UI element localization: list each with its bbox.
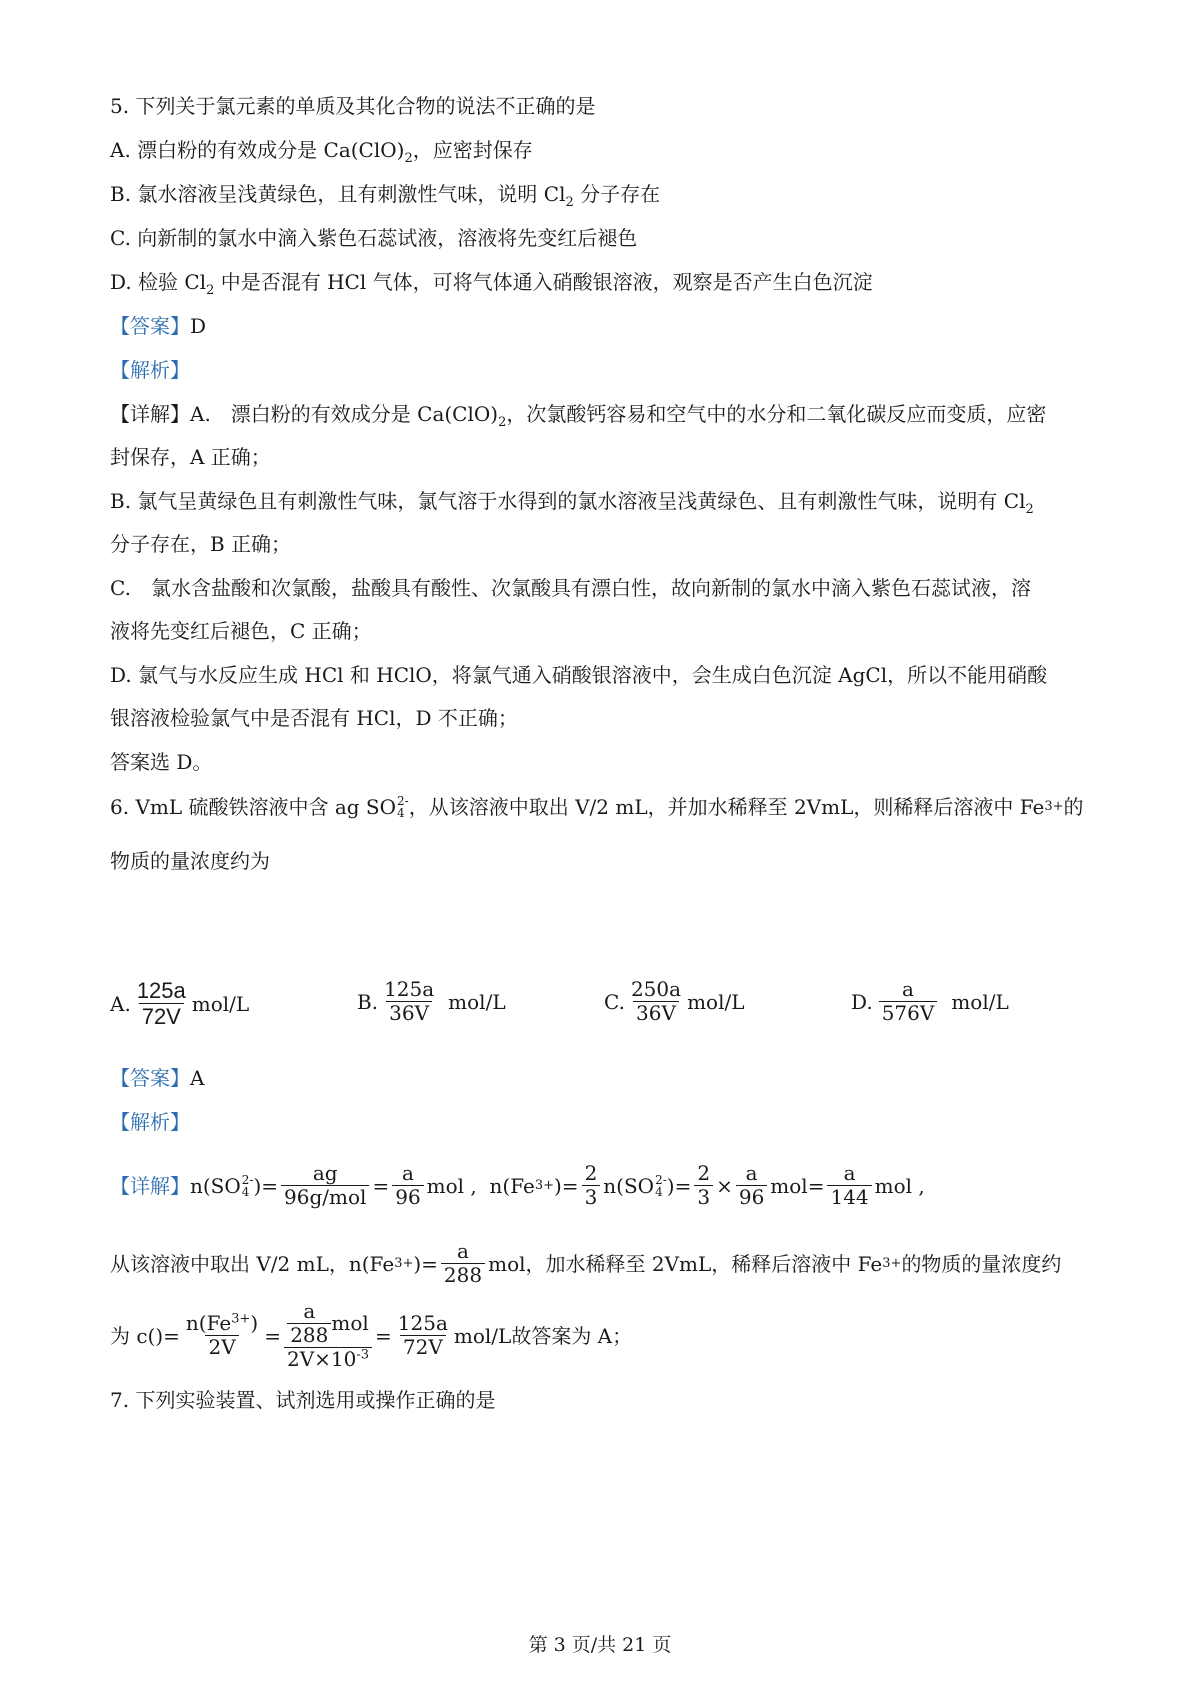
q6-option-c: C. $\frac{250a}{36V}$ mol/L xyxy=(604,977,745,1025)
q7-stem: 7. 下列实验装置、试剂选用或操作正确的是 xyxy=(110,1388,496,1412)
q5-detail-line-2: 封保存，A 正确； xyxy=(110,445,271,469)
q5-detail-line-6: 液将先变红后褪色，C 正确； xyxy=(110,619,372,643)
q6-detail-equation-1: 【详解】 n(SO 2- 4 )= $\frac{ag}{\text{96g/mol}}$ = $\frac{a}{96}$ mol , n(Fe 3+ )= $\frac{2}{3}$ n(SO 2- 4 )= $\frac{2}{3}$ × $\frac{a}{96}$ mol= $\frac{a}{144}$ mol , xyxy=(110,1161,925,1209)
q5-answer: 【答案】D xyxy=(110,314,207,338)
q5-detail-line-8: 银溶液检验氯气中是否混有 HCl，D 不正确； xyxy=(110,706,518,730)
q5-detail-line-4: 分子存在，B 正确； xyxy=(110,532,292,556)
q6-stem-line-2: 物质的量浓度约为 xyxy=(110,849,270,873)
q6-option-a: A. $\frac{125a}{72V}$ mol/L xyxy=(110,978,250,1030)
q5-detail-line-3: B. 氯气呈黄绿色且有刺激性气味，氯气溶于水得到的氯水溶液呈浅黄绿色、且有刺激性气味，说明有 $Cl_2$ xyxy=(110,489,1034,517)
q5-analysis-tag: 【解析】 xyxy=(110,358,190,382)
q5-detail-line-5: C. 氯水含盐酸和次氯酸，盐酸具有酸性、次氯酸具有漂白性，故向新制的氯水中滴入紫色石蕊试液，溶 xyxy=(110,576,1031,600)
q5-option-a: A. 漂白粉的有效成分是 $Ca(ClO)_2$，应密封保存 xyxy=(110,138,533,166)
q5-option-b: B. 氯水溶液呈浅黄绿色，且有刺激性气味，说明 $Cl_2$ 分子存在 xyxy=(110,182,661,210)
q5-conclusion: 答案选 D。 xyxy=(110,750,213,774)
q6-detail-line-2: 从该溶液中取出 V/2 mL， n(Fe 3+ )= $\frac{a}{288}$ mol ，加水稀释至 2VmL，稀释后溶液中 Fe 3+ 的物质的量浓度约 xyxy=(110,1239,1062,1287)
q6-detail-line-3: 为 c()= $\frac{n(Fe^{3+})}{2V}$ = $\frac{a}{288}$ mol $2V\times 10^{-3}$ = $\frac{125a}{72V}$ mol/L 故答案为 A； xyxy=(110,1299,633,1371)
q6-option-d: D. $\frac{a}{576V}$ mol/L xyxy=(851,977,1009,1025)
q6-option-b: B. $\frac{125a}{36V}$ mol/L xyxy=(357,977,506,1025)
q6-analysis-tag: 【解析】 xyxy=(110,1110,190,1134)
q5-detail-line-1: 【详解】A. 漂白粉的有效成分是 $Ca(ClO)_2$，次氯酸钙容易和空气中的水分和二氧化碳反应而变质，应密 xyxy=(110,402,1047,430)
q5-stem: 5. 下列关于氯元素的单质及其化合物的说法不正确的是 xyxy=(110,94,596,118)
q5-option-c: C. 向新制的氯水中滴入紫色石蕊试液，溶液将先变红后褪色 xyxy=(110,226,638,250)
q6-answer: 【答案】A xyxy=(110,1066,205,1090)
q5-option-d: D. 检验 $Cl_2$ 中是否混有 HCl 气体，可将气体通入硝酸银溶液，观察是否产生白色沉淀 xyxy=(110,270,873,298)
q6-stem: 6. VmL 硫酸铁溶液中含 ag SO 2- 4 ，从该溶液中取出 V/2 mL，并加水稀释至 2VmL，则稀释后溶液中 Fe 3+ 的 xyxy=(110,794,1084,820)
page-number: 第 3 页/共 21 页 xyxy=(528,1634,672,1656)
q5-detail-line-7: D. 氯气与水反应生成 HCl 和 HClO，将氯气通入硝酸银溶液中，会生成白色沉淀 AgCl，所以不能用硝酸 xyxy=(110,663,1048,687)
